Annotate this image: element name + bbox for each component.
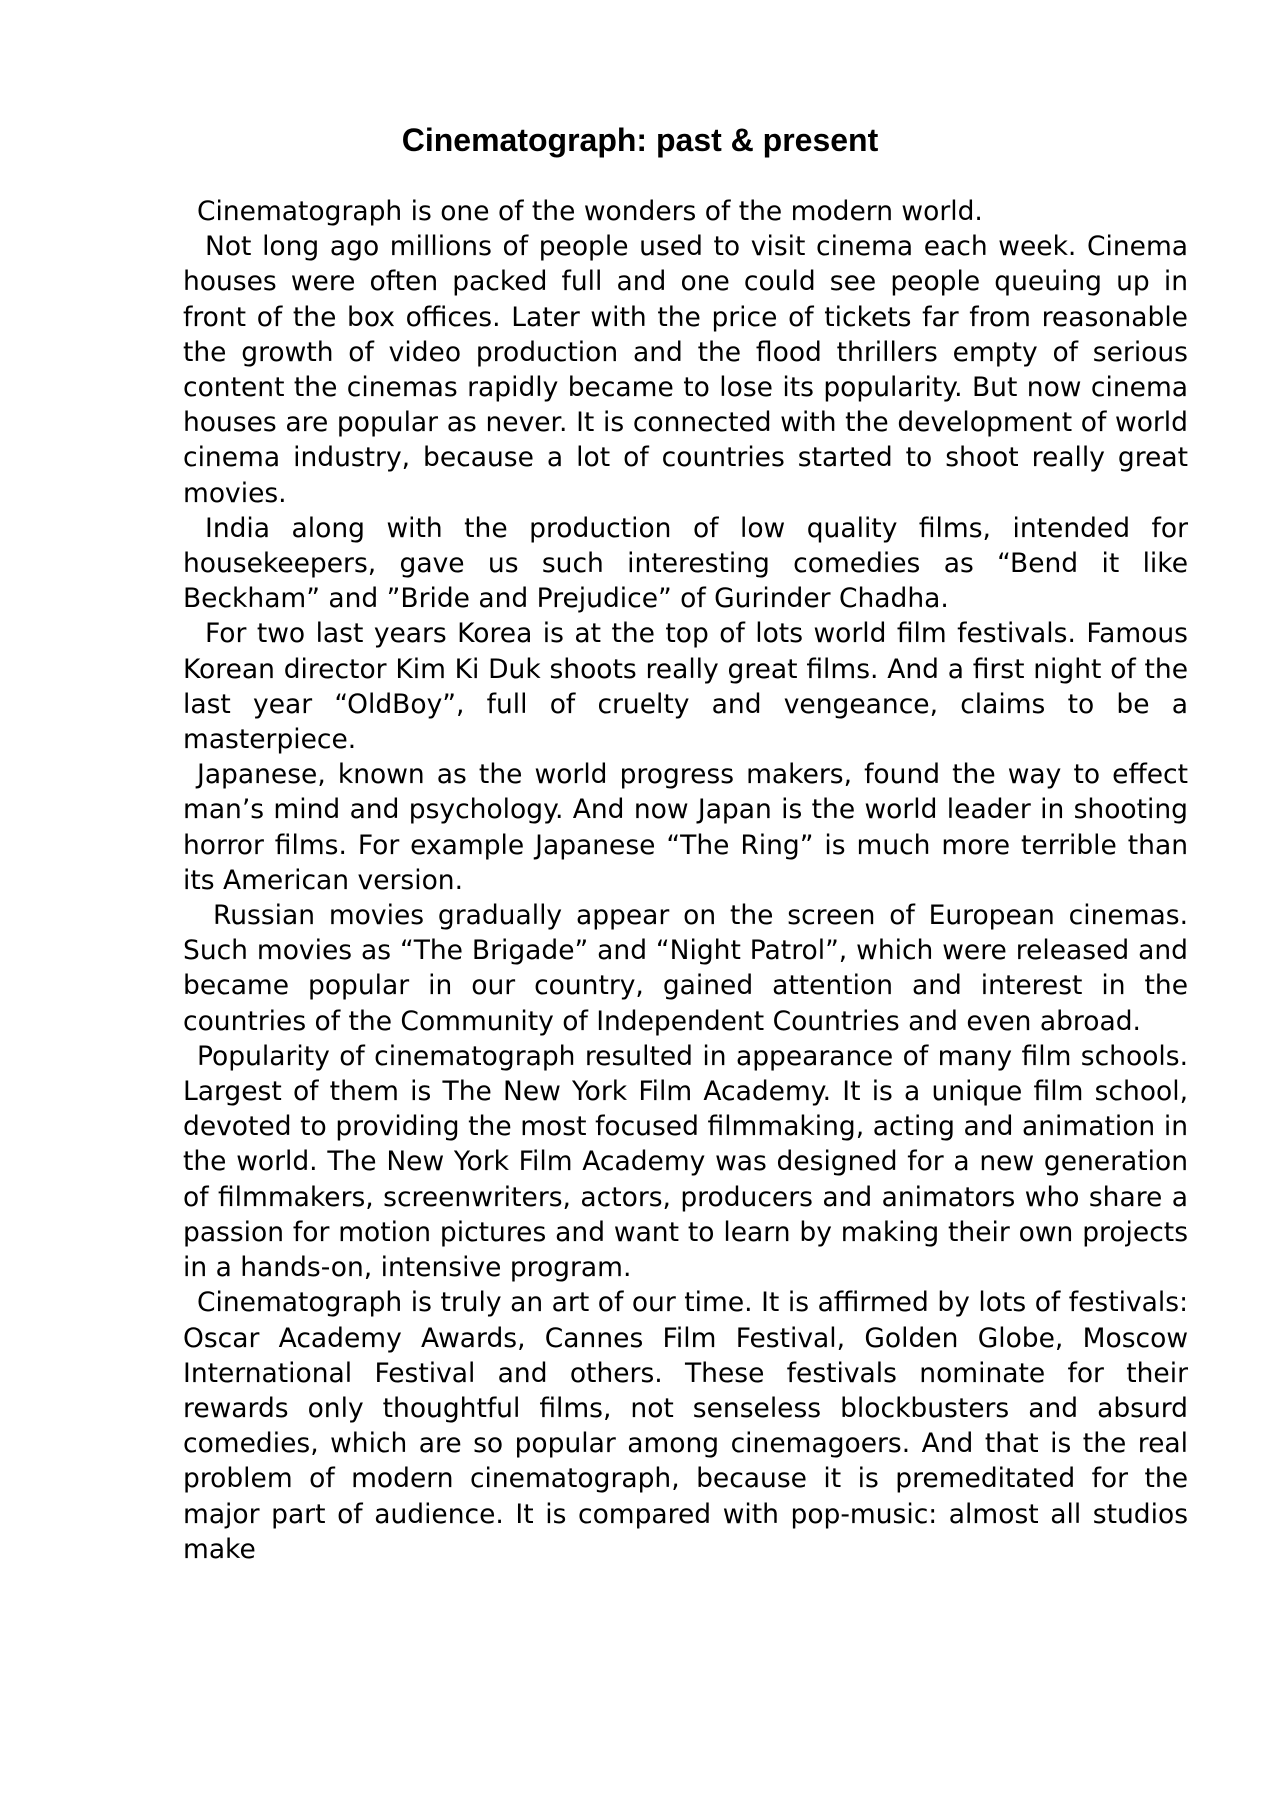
paragraph-film-schools: Popularity of cinematograph resulted in appearance of many film schools. Largest of them is The New York Film Academy. It is a unique film school, devoted to providing the most focused filmmaking, acting and animation in the world. The New York Film Academy was designed for a new generation of filmmakers, screenwriters, actors, producers and animators who share a passion for motion pictures and want to learn by making their own projects in a hands-on, intensive program. <box>183 1040 1188 1284</box>
paragraph-korea: For two last years Korea is at the top of lots world film festivals. Famous Korean director Kim Ki Duk shoots really great films. And a first night of the last year “OldBoy”, full of cruelty and vengeance, claims to be a masterpiece. <box>183 618 1188 756</box>
paragraph-india: India along with the production of low quality films, intended for housekeepers, gave us such interesting comedies as “Bend it like Beckham” and ”Bride and Prejudice” of Gurinder Chadha. <box>183 512 1188 615</box>
paragraph-intro: Cinematograph is one of the wonders of the modern world. <box>197 196 983 227</box>
paragraph-festivals: Cinematograph is truly an art of our time. It is affirmed by lots of festivals: Oscar Academy Awards, Cannes Film Festival, Golden Globe, Moscow International Festival and others. These festivals nominate for their rewards only thoughtful films, not senseless blockbusters and absurd comedies, which are so popular among cinemagoers. And that is the real problem of modern cinematograph, because it is premeditated for the major part of audience. It is compared with pop-music: almost all studios make <box>183 1287 1188 1565</box>
paragraph-cinema-history: Not long ago millions of people used to visit cinema each week. Cinema houses were often packed full and one could see people queuing up in front of the box offices. Later with the price of tickets far from reasonable the growth of video production and the flood thrillers empty of serious content the cinemas rapidly became to lose its popularity. But now cinema houses are popular as never. It is connected with the development of world cinema industry, because a lot of countries started to shoot really great movies. <box>183 231 1188 509</box>
paragraph-russia: Russian movies gradually appear on the screen of European cinemas. Such movies as “The Brigade” and “Night Patrol”, which were released and became popular in our country, gained attention and interest in the countries of the Community of Independent Countries and even abroad. <box>183 900 1188 1037</box>
page-title: Cinematograph: past & present <box>401 122 879 158</box>
paragraph-japan: Japanese, known as the world progress makers, found the way to effect man’s mind and psychology. And now Japan is the world leader in shooting horror films. For example Japanese “The Ring” is much more terrible than its American version. <box>183 759 1188 896</box>
body-text <box>183 194 1188 1567</box>
